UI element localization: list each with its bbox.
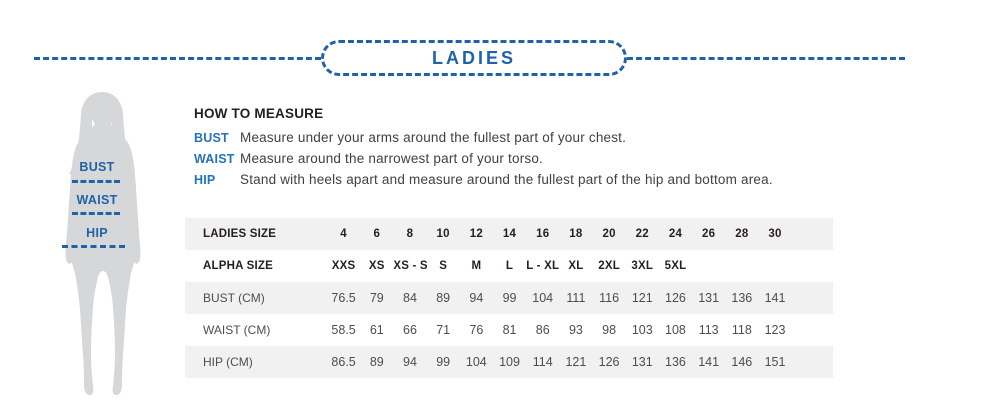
how-to-measure-row-bust (194, 131, 884, 145)
size-cell: 103 (631, 323, 653, 337)
size-chart-table (185, 218, 833, 378)
size-cell: 111 (566, 291, 586, 305)
bust-instruction: Measure under your arms around the fullest part of your chest. (240, 130, 627, 145)
size-cell: 28 (735, 228, 749, 240)
size-cell: 3XL (631, 260, 654, 272)
size-cell: 121 (631, 291, 653, 305)
size-cell: 76.5 (331, 291, 356, 305)
size-cell: 10 (436, 228, 450, 240)
size-cell: 94 (403, 355, 417, 369)
size-table-row (185, 314, 833, 346)
size-cell: 136 (665, 355, 686, 369)
size-cell: XS - S (393, 260, 428, 272)
figure-bust-line (72, 180, 120, 183)
size-cell: 126 (598, 355, 620, 369)
size-cell: 6 (373, 228, 381, 240)
size-cell: 141 (698, 355, 720, 369)
size-cell: 16 (536, 228, 550, 240)
size-cell: 89 (436, 291, 451, 305)
measurement-figure (40, 88, 170, 400)
size-cell: 81 (502, 323, 517, 337)
size-cell: 8 (406, 228, 414, 240)
how-to-measure-row-hip (194, 173, 884, 187)
size-cell: 30 (768, 228, 782, 240)
size-cell: 24 (668, 228, 683, 240)
size-cell: 18 (569, 228, 583, 240)
size-cell: L - XL (526, 260, 560, 272)
female-silhouette-icon (46, 88, 160, 398)
bust-label: BUST (194, 131, 229, 145)
size-cell: 14 (502, 228, 517, 240)
figure-bust-label: BUST (79, 160, 115, 174)
size-row-label: HIP (CM) (203, 355, 253, 369)
waist-label: WAIST (194, 152, 235, 166)
size-cell: 126 (665, 291, 686, 305)
size-table-row (185, 218, 833, 250)
size-cell: XS (368, 260, 385, 272)
size-cell: 4 (340, 228, 347, 240)
header-dash-line-left (34, 57, 321, 60)
size-cell: 141 (764, 291, 786, 305)
size-cell: 2XL (598, 260, 620, 272)
size-cell: 113 (698, 323, 719, 337)
size-cell: 136 (731, 291, 753, 305)
figure-waist-label: WAIST (76, 193, 118, 207)
hip-label: HIP (194, 173, 216, 187)
size-cell: 131 (698, 291, 720, 305)
size-cell: 58.5 (331, 323, 356, 337)
size-cell: 5XL (664, 260, 687, 272)
size-cell: 108 (665, 323, 686, 337)
size-cell: 116 (599, 291, 620, 305)
size-cell: 121 (565, 355, 587, 369)
size-row-label: WAIST (CM) (203, 323, 271, 337)
size-table-row (185, 346, 833, 378)
hip-instruction: Stand with heels apart and measure around the fullest part of the hip and bottom area. (240, 172, 773, 187)
size-cell: 104 (532, 291, 554, 305)
size-cell: 118 (731, 323, 752, 337)
size-cell: 86 (535, 323, 550, 337)
size-cell: 89 (369, 355, 384, 369)
size-table-row (185, 250, 833, 282)
ladies-pill (321, 40, 627, 76)
size-cell: L (505, 260, 514, 272)
figure-hip-label: HIP (86, 226, 108, 240)
size-row-label: BUST (CM) (203, 291, 265, 305)
size-cell: 86.5 (331, 355, 356, 369)
size-cell: 12 (469, 228, 483, 240)
size-cell: XXS (331, 260, 356, 272)
section-title: LADIES (431, 47, 516, 68)
size-cell: 114 (532, 355, 553, 369)
size-cell: M (471, 260, 482, 272)
size-cell: 22 (635, 228, 649, 240)
size-row-label: ALPHA SIZE (203, 260, 273, 272)
size-cell: 146 (731, 355, 753, 369)
figure-waist-line (72, 212, 120, 215)
size-cell: 99 (502, 291, 517, 305)
size-cell: 99 (436, 355, 451, 369)
size-table-row (185, 282, 833, 314)
size-cell: 151 (764, 355, 786, 369)
size-cell: S (439, 260, 448, 272)
size-cell: 66 (403, 323, 417, 337)
how-to-measure-title: HOW TO MEASURE (194, 106, 324, 121)
size-cell: XL (568, 260, 584, 272)
size-cell: 61 (369, 323, 384, 337)
size-cell: 98 (602, 323, 617, 337)
size-cell: 84 (403, 291, 417, 305)
size-cell: 20 (602, 228, 616, 240)
size-cell: 93 (568, 323, 583, 337)
size-row-label: LADIES SIZE (203, 228, 277, 240)
size-cell: 123 (764, 323, 786, 337)
size-cell: 109 (499, 355, 520, 369)
size-cell: 104 (465, 355, 487, 369)
size-cell: 76 (469, 323, 484, 337)
size-cell: 71 (436, 323, 451, 337)
header-dash-line-right (627, 57, 905, 60)
waist-instruction: Measure around the narrowest part of your torso. (240, 151, 544, 166)
how-to-measure-row-waist (194, 152, 884, 166)
size-cell: 94 (469, 291, 484, 305)
how-to-measure-section (194, 106, 884, 194)
size-cell: 26 (702, 228, 716, 240)
figure-hip-line (62, 245, 125, 248)
size-cell: 79 (369, 291, 384, 305)
size-cell: 131 (631, 355, 653, 369)
